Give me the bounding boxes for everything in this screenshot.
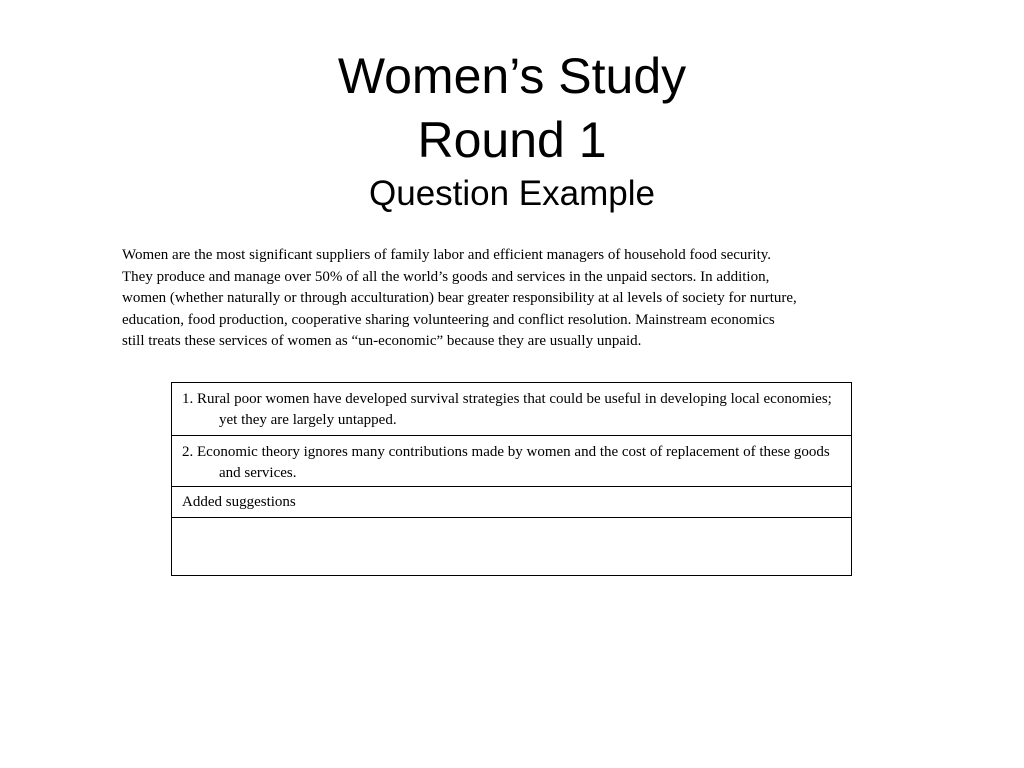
table-row-added-suggestions: Added suggestions xyxy=(172,487,851,518)
table-row: 2. Economic theory ignores many contributions made by women and the cost of replacement of these goods and services. xyxy=(172,436,851,487)
slide-title-line-2: Round 1 xyxy=(417,112,607,168)
question-table xyxy=(171,382,852,576)
title-block xyxy=(0,44,1024,216)
table-row: 1. Rural poor women have developed survival strategies that could be useful in developing local economies; yet they are largely untapped. xyxy=(172,383,851,436)
body-paragraph: Women are the most significant suppliers of family labor and efficient managers of household food security. They produce and manage over 50% of all the world’s goods and services in the unpaid sectors. In addition, women (whether naturally or through acculturation) bear greater responsibility at al levels of society for nurture, education, food production, cooperative sharing volunteering and conflict resolution. Mainstream economics still treats these services of women as “un-economic” because they are usually unpaid. xyxy=(122,247,797,349)
slide-subtitle: Question Example xyxy=(369,174,655,213)
slide-title-line-1: Women’s Study xyxy=(337,48,687,104)
table-row-empty xyxy=(172,518,851,575)
